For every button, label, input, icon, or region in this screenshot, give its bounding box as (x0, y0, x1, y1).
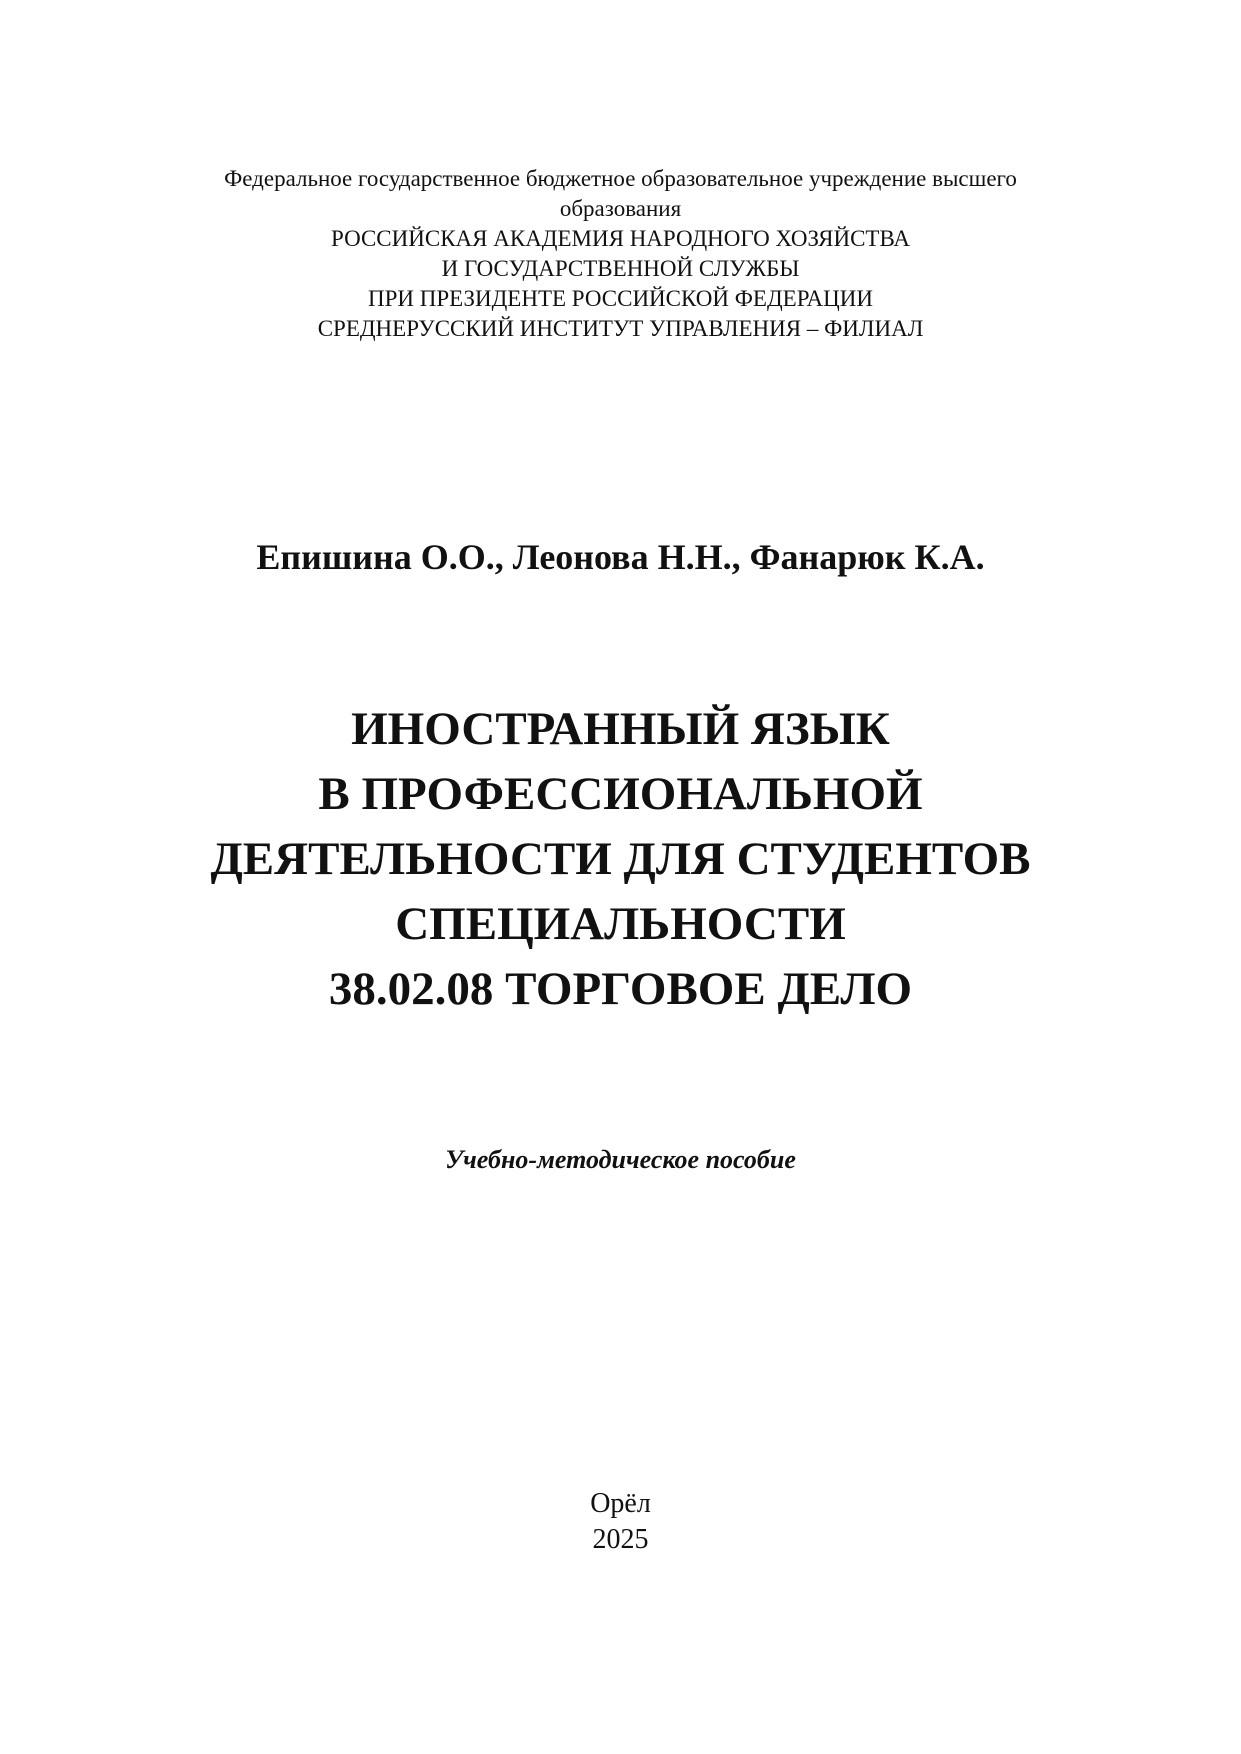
title-line: 38.02.08 ТОРГОВОЕ ДЕЛО (328, 963, 913, 1015)
institution-line: Федеральное государственное бюджетное образовательное учреждение высшего (224, 166, 1017, 191)
institution-line: РОССИЙСКАЯ АКАДЕМИЯ НАРОДНОГО ХОЗЯЙСТВА (331, 226, 910, 251)
title-line: СПЕЦИАЛЬНОСТИ (395, 898, 846, 950)
title-line: В ПРОФЕССИОНАЛЬНОЙ (318, 768, 923, 820)
institution-header (0, 164, 1241, 344)
document-title (0, 697, 1241, 1022)
institution-line: СРЕДНЕРУССКИЙ ИНСТИТУТ УПРАВЛЕНИЯ – ФИЛИАЛ (317, 316, 924, 341)
imprint-year: 2025 (592, 1524, 649, 1555)
document-type: Учебно-методическое пособие (445, 1145, 796, 1174)
imprint-city: Орёл (590, 1488, 651, 1519)
institution-line: ПРИ ПРЕЗИДЕНТЕ РОССИЙСКОЙ ФЕДЕРАЦИИ (367, 286, 873, 311)
title-line: ИНОСТРАННЫЙ ЯЗЫК (351, 703, 890, 755)
institution-line: образования (559, 196, 682, 221)
title-line: ДЕЯТЕЛЬНОСТИ ДЛЯ СТУДЕНТОВ (210, 833, 1031, 885)
authors: Епишина О.О., Леонова Н.Н., Фанарюк К.А. (256, 537, 985, 577)
institution-line: И ГОСУДАРСТВЕННОЙ СЛУЖБЫ (441, 256, 800, 281)
imprint (0, 1486, 1241, 1558)
